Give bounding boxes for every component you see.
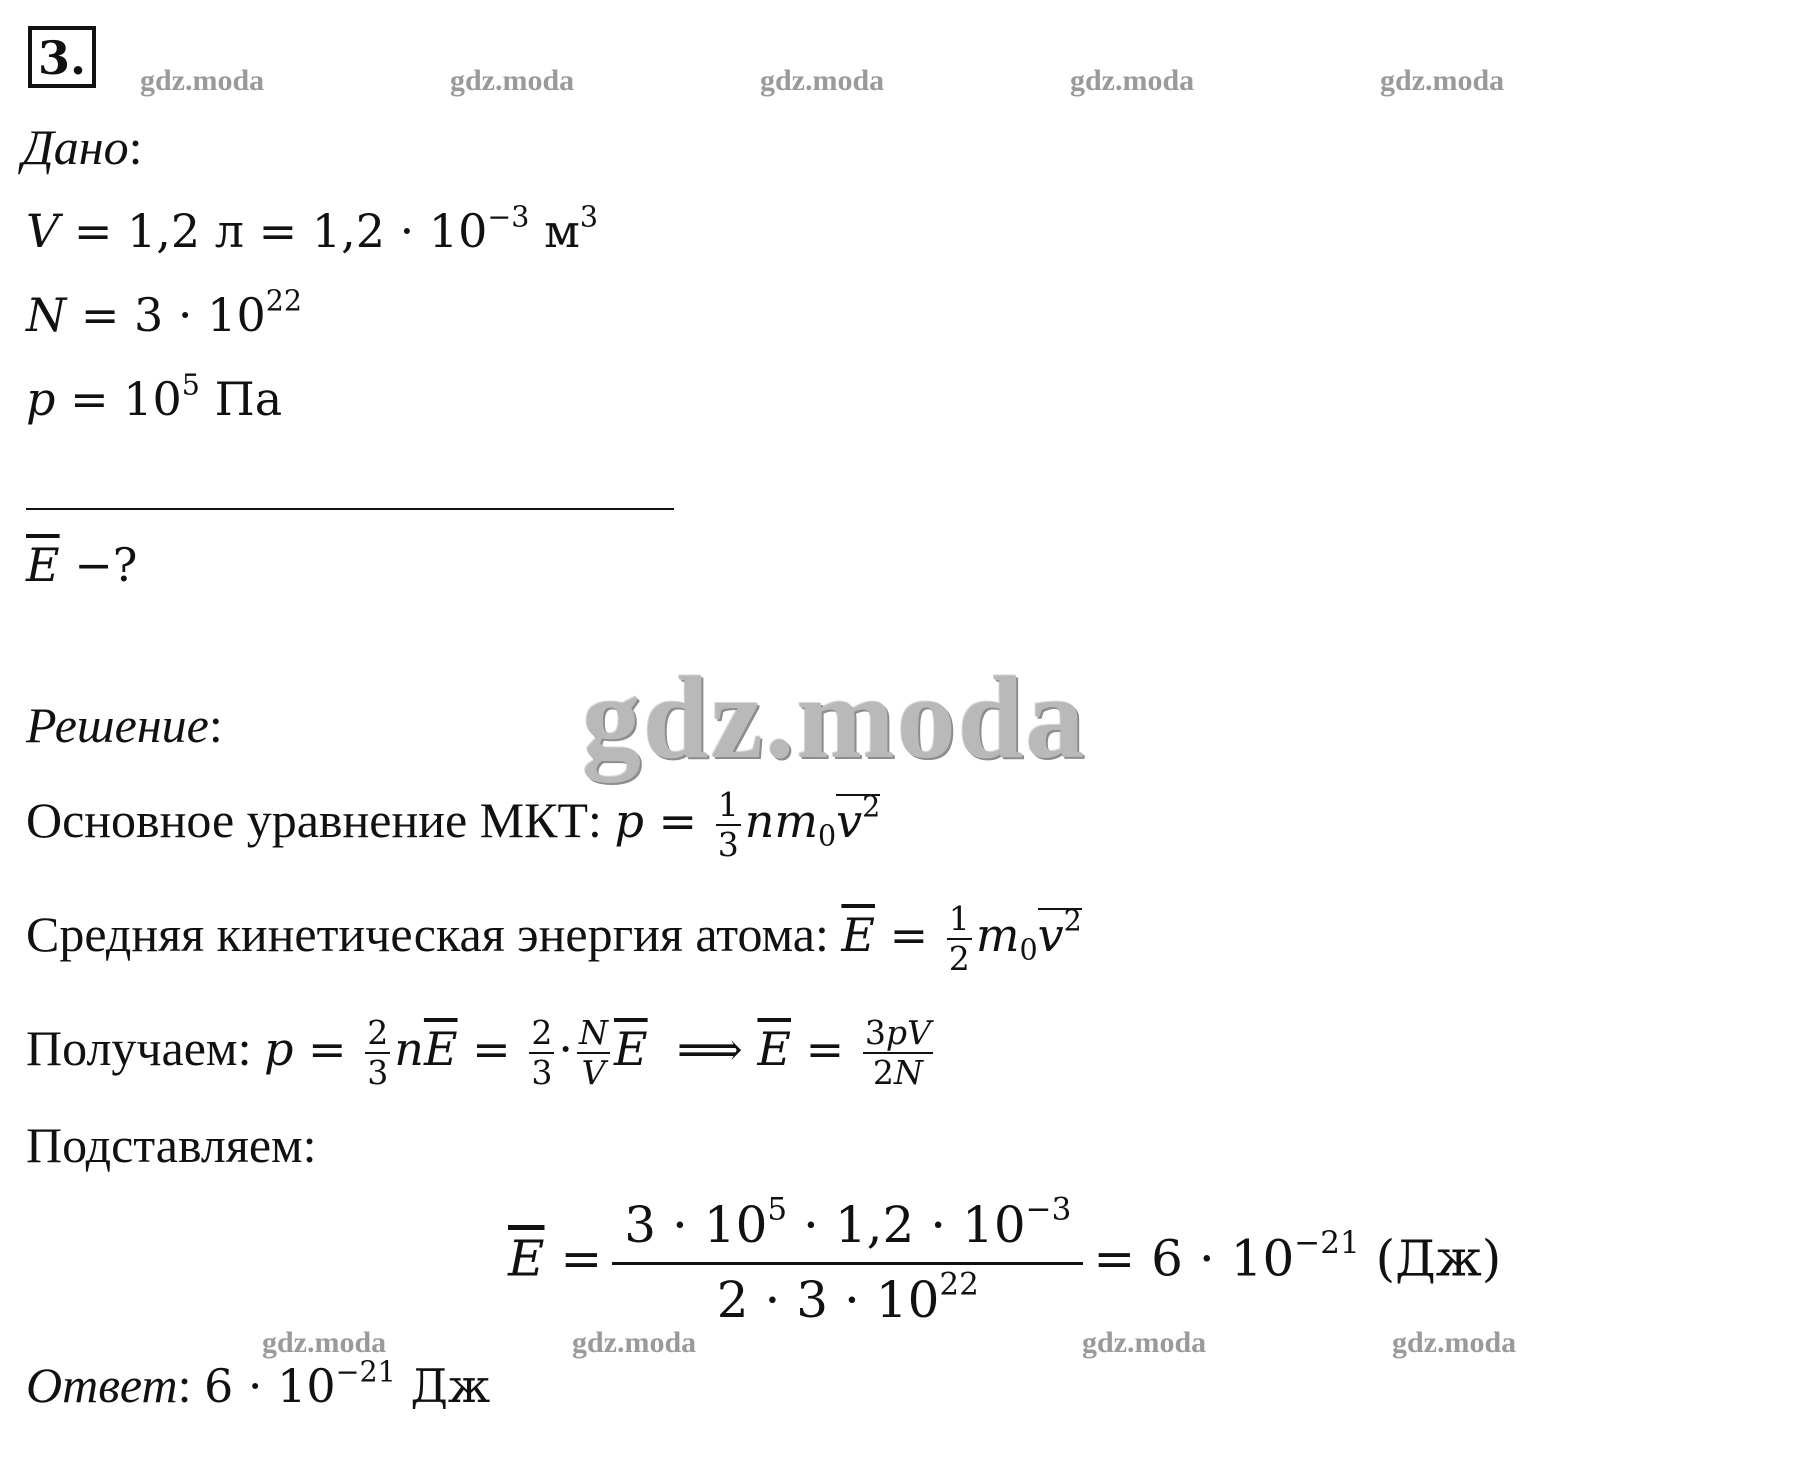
problem-number: 3. bbox=[28, 26, 96, 88]
watermark: gdz.moda bbox=[1380, 64, 1505, 97]
solution-label: Решение: bbox=[26, 697, 223, 753]
find-line: $\overline{E}$ −? bbox=[26, 538, 138, 592]
answer-line: Ответ: $6 \cdot 10^{-21}$ Дж bbox=[26, 1355, 491, 1413]
derived-equation: Получаем: p = $\frac{2}{3}$ $n\overline{E}$ = $\frac{2}{3}$ · $\frac{N}{V}$ $\overline{E}$ ⟹ $\overline{E}$ = $\frac{3pV}{2N}$ bbox=[26, 1013, 931, 1093]
watermark: gdz.moda bbox=[760, 64, 885, 97]
watermark: gdz.moda bbox=[572, 1326, 697, 1359]
calculation: $\overline{E}$ = $\frac{3 \cdot 10^5 \cdot 1,2 \cdot 10^{-3}}{2 \cdot 3 \cdot 10^{22}}$ = $6 \cdot 10^{-21}$ (Дж) bbox=[508, 1191, 1502, 1329]
watermark-large: gdz.moda bbox=[582, 652, 1087, 783]
watermark: gdz.moda bbox=[262, 1326, 387, 1359]
given-pressure: $p = 10^5$ Па bbox=[26, 368, 283, 426]
watermark: gdz.moda bbox=[1070, 64, 1195, 97]
watermark: gdz.moda bbox=[1082, 1326, 1207, 1359]
mkt-equation: Основное уравнение МКТ: p = $\frac{1}{3}$ $nm_0v^2$ bbox=[26, 785, 881, 865]
kinetic-energy-equation: Средняя кинетическая энергия атома: $\overline{E}$ = $\frac{1}{2}$ $m_0v^2$ bbox=[26, 899, 1082, 979]
watermark: gdz.moda bbox=[1392, 1326, 1517, 1359]
watermark: gdz.moda bbox=[140, 64, 265, 97]
given-label: Дано: bbox=[22, 119, 143, 175]
given-number: $N = 3 \cdot 10^{22}$ bbox=[26, 284, 303, 342]
substitute-label: Подставляем: bbox=[26, 1117, 317, 1173]
watermark: gdz.moda bbox=[450, 64, 575, 97]
given-divider bbox=[26, 508, 674, 510]
given-volume: V = 1,2 $л = 1,2 \cdot 10^{-3}$ $м^3$ bbox=[26, 200, 598, 258]
